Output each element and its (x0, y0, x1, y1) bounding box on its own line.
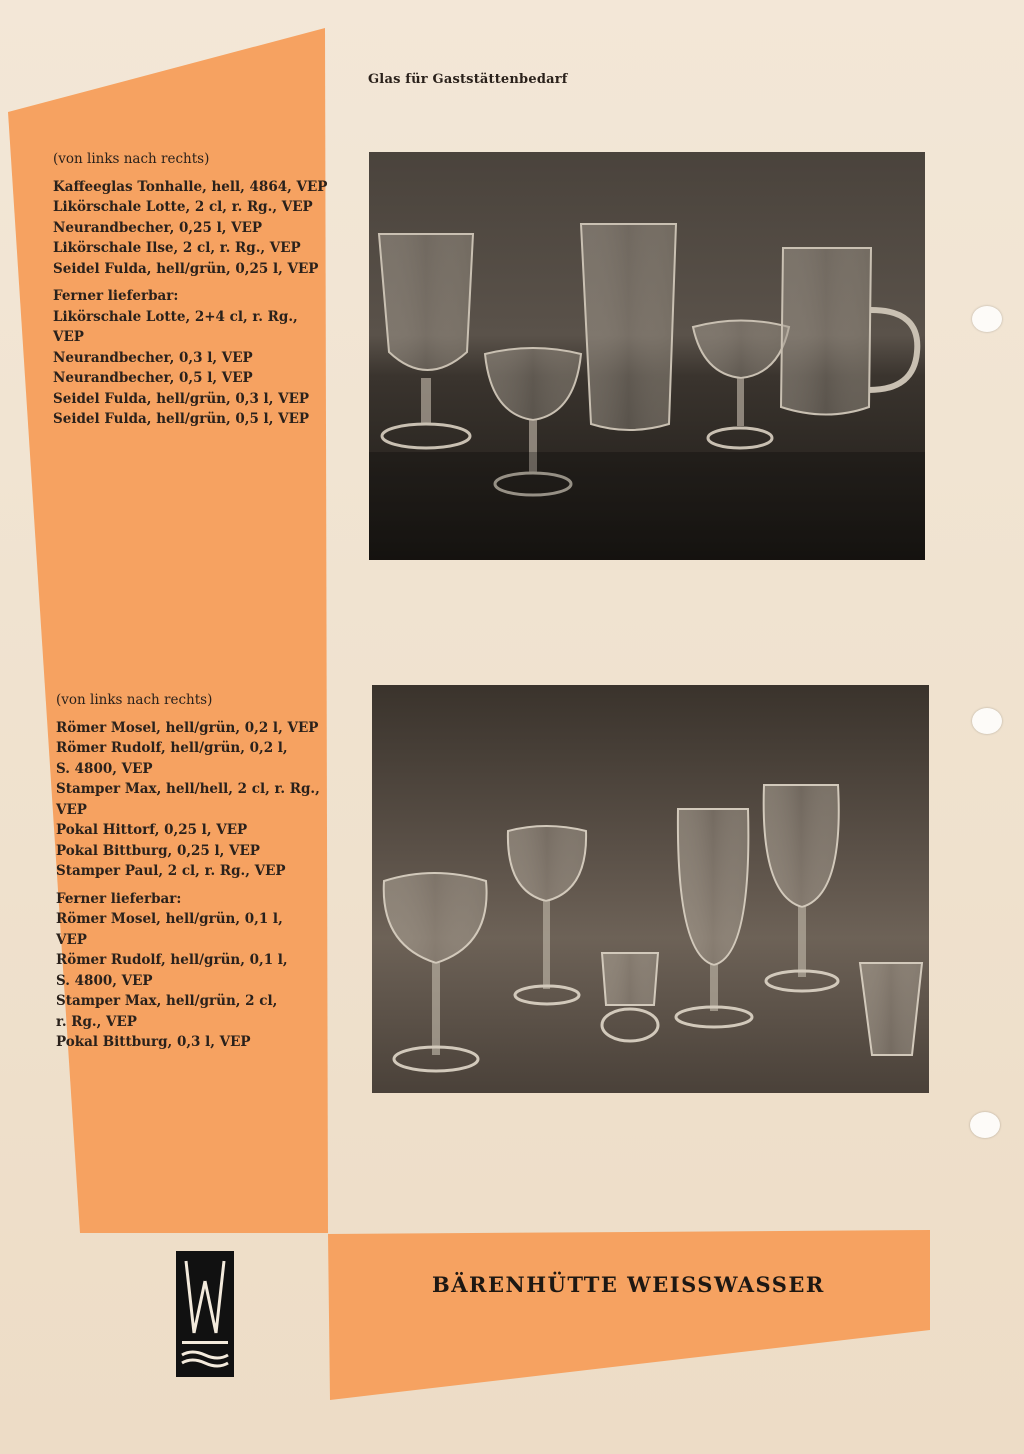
baerenhuette-logo (176, 1251, 234, 1377)
caption-line: Römer Rudolf, hell/grün, 0,1 l, (56, 952, 288, 968)
caption-line: Neurandbecher, 0,25 l, VEP (53, 219, 263, 236)
caption-line: S. 4800, VEP (56, 972, 153, 989)
punch-hole (970, 1112, 1000, 1138)
caption-block-bottom (56, 690, 326, 1053)
caption-line: VEP (56, 801, 87, 818)
caption-line: Römer Mosel, hell/grün, 0,1 l, (56, 911, 283, 927)
caption-subheading: Ferner lieferbar: (56, 890, 182, 907)
glassware-photo-top (369, 152, 925, 560)
caption-line: Pokal Bittburg, 0,3 l, VEP (56, 1034, 251, 1050)
caption-line: S. 4800, VEP (56, 760, 153, 777)
caption-block-top (53, 149, 333, 430)
bottom-orange-banner (328, 1230, 930, 1400)
caption-line: Seidel Fulda, hell/grün, 0,5 l, VEP (53, 411, 310, 427)
caption-line: Römer Mosel, hell/grün, 0,2 l, VEP (56, 719, 319, 736)
caption-line: Seidel Fulda, hell/grün, 0,25 l, VEP (53, 260, 319, 277)
caption-line: Likörschale Lotte, 2 cl, r. Rg., VEP (53, 199, 313, 215)
caption-line: Pokal Hittorf, 0,25 l, VEP (56, 822, 248, 838)
punch-hole (972, 708, 1002, 734)
caption-line: Neurandbecher, 0,5 l, VEP (53, 370, 253, 386)
page-title: Glas für Gaststättenbedarf (368, 72, 568, 87)
caption-line: (von links nach rechts) (56, 692, 213, 708)
caption-line: Neurandbecher, 0,3 l, VEP (53, 349, 253, 366)
caption-line: Likörschale Lotte, 2+4 cl, r. Rg., VEP (53, 308, 298, 345)
caption-line: Pokal Bittburg, 0,25 l, VEP (56, 842, 260, 859)
caption-line: Stamper Paul, 2 cl, r. Rg., VEP (56, 863, 286, 879)
caption-subheading: Ferner lieferbar: (53, 288, 179, 304)
caption-line: Kaffeeglas Tonhalle, hell, 4864, VEP (53, 178, 328, 195)
glassware-photo-bottom (372, 685, 929, 1093)
caption-line: Likörschale Ilse, 2 cl, r. Rg., VEP (53, 240, 301, 256)
caption-line: VEP (56, 931, 87, 948)
caption-line: (von links nach rechts) (53, 151, 210, 167)
caption-line: Seidel Fulda, hell/grün, 0,3 l, VEP (53, 390, 310, 407)
caption-line: Stamper Max, hell/grün, 2 cl, (56, 993, 278, 1009)
brand-name: BÄRENHÜTTE WEISSWASSER (432, 1272, 825, 1297)
caption-line: Römer Rudolf, hell/grün, 0,2 l, (56, 740, 288, 756)
caption-line: r. Rg., VEP (56, 1013, 137, 1030)
caption-line: Stamper Max, hell/hell, 2 cl, r. Rg., (56, 781, 320, 797)
punch-hole (972, 306, 1002, 332)
